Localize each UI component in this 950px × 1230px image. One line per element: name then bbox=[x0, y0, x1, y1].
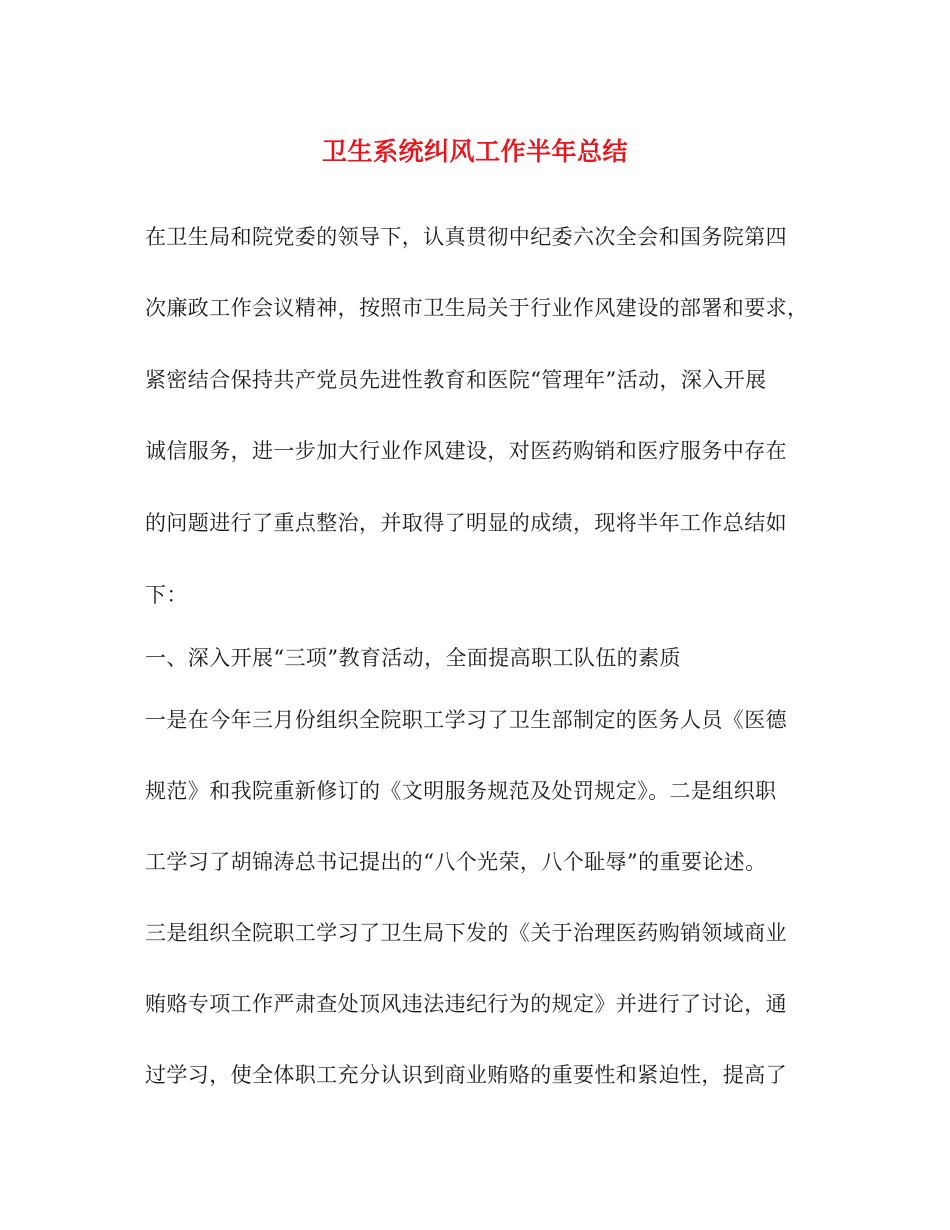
body-line-2: 次廉政工作会议精神，按照市卫生局关于行业作风建设的部署和要求， bbox=[145, 296, 809, 320]
body-line-4: 诚信服务，进一步加大行业作风建设，对医药购销和医疗服务中存在 bbox=[145, 439, 787, 463]
body-line-5: 的问题进行了重点整治，并取得了明显的成绩，现将半年工作总结如 bbox=[145, 511, 787, 535]
body-line-1: 在卫生局和院党委的领导下，认真贯彻中纪委六次全会和国务院第四 bbox=[145, 225, 787, 249]
body-line-6: 下： bbox=[145, 583, 188, 607]
body-line-10: 工学习了胡锦涛总书记提出的“八个光荣，八个耻辱”的重要论述。 bbox=[145, 850, 767, 874]
body-line-12: 贿赂专项工作严肃查处顶风违法违纪行为的规定》并进行了讨论，通 bbox=[145, 992, 787, 1016]
body-line-8: 一是在今年三月份组织全院职工学习了卫生部制定的医务人员《医德 bbox=[145, 708, 787, 732]
document-title: 卫生系统纠风工作半年总结 bbox=[321, 137, 628, 166]
body-line-13: 过学习，使全体职工充分认识到商业贿赂的重要性和紧迫性，提高了 bbox=[145, 1063, 787, 1087]
section-heading-1: 一、深入开展“三项”教育活动，全面提高职工队伍的素质 bbox=[145, 646, 681, 670]
body-line-9: 规范》和我院重新修订的《文明服务规范及处罚规定》。二是组织职 bbox=[145, 779, 777, 803]
body-line-3: 紧密结合保持共产党员先进性教育和医院“管理年”活动，深入开展 bbox=[145, 368, 767, 392]
body-line-11: 三是组织全院职工学习了卫生局下发的《关于治理医药购销领域商业 bbox=[145, 921, 787, 945]
